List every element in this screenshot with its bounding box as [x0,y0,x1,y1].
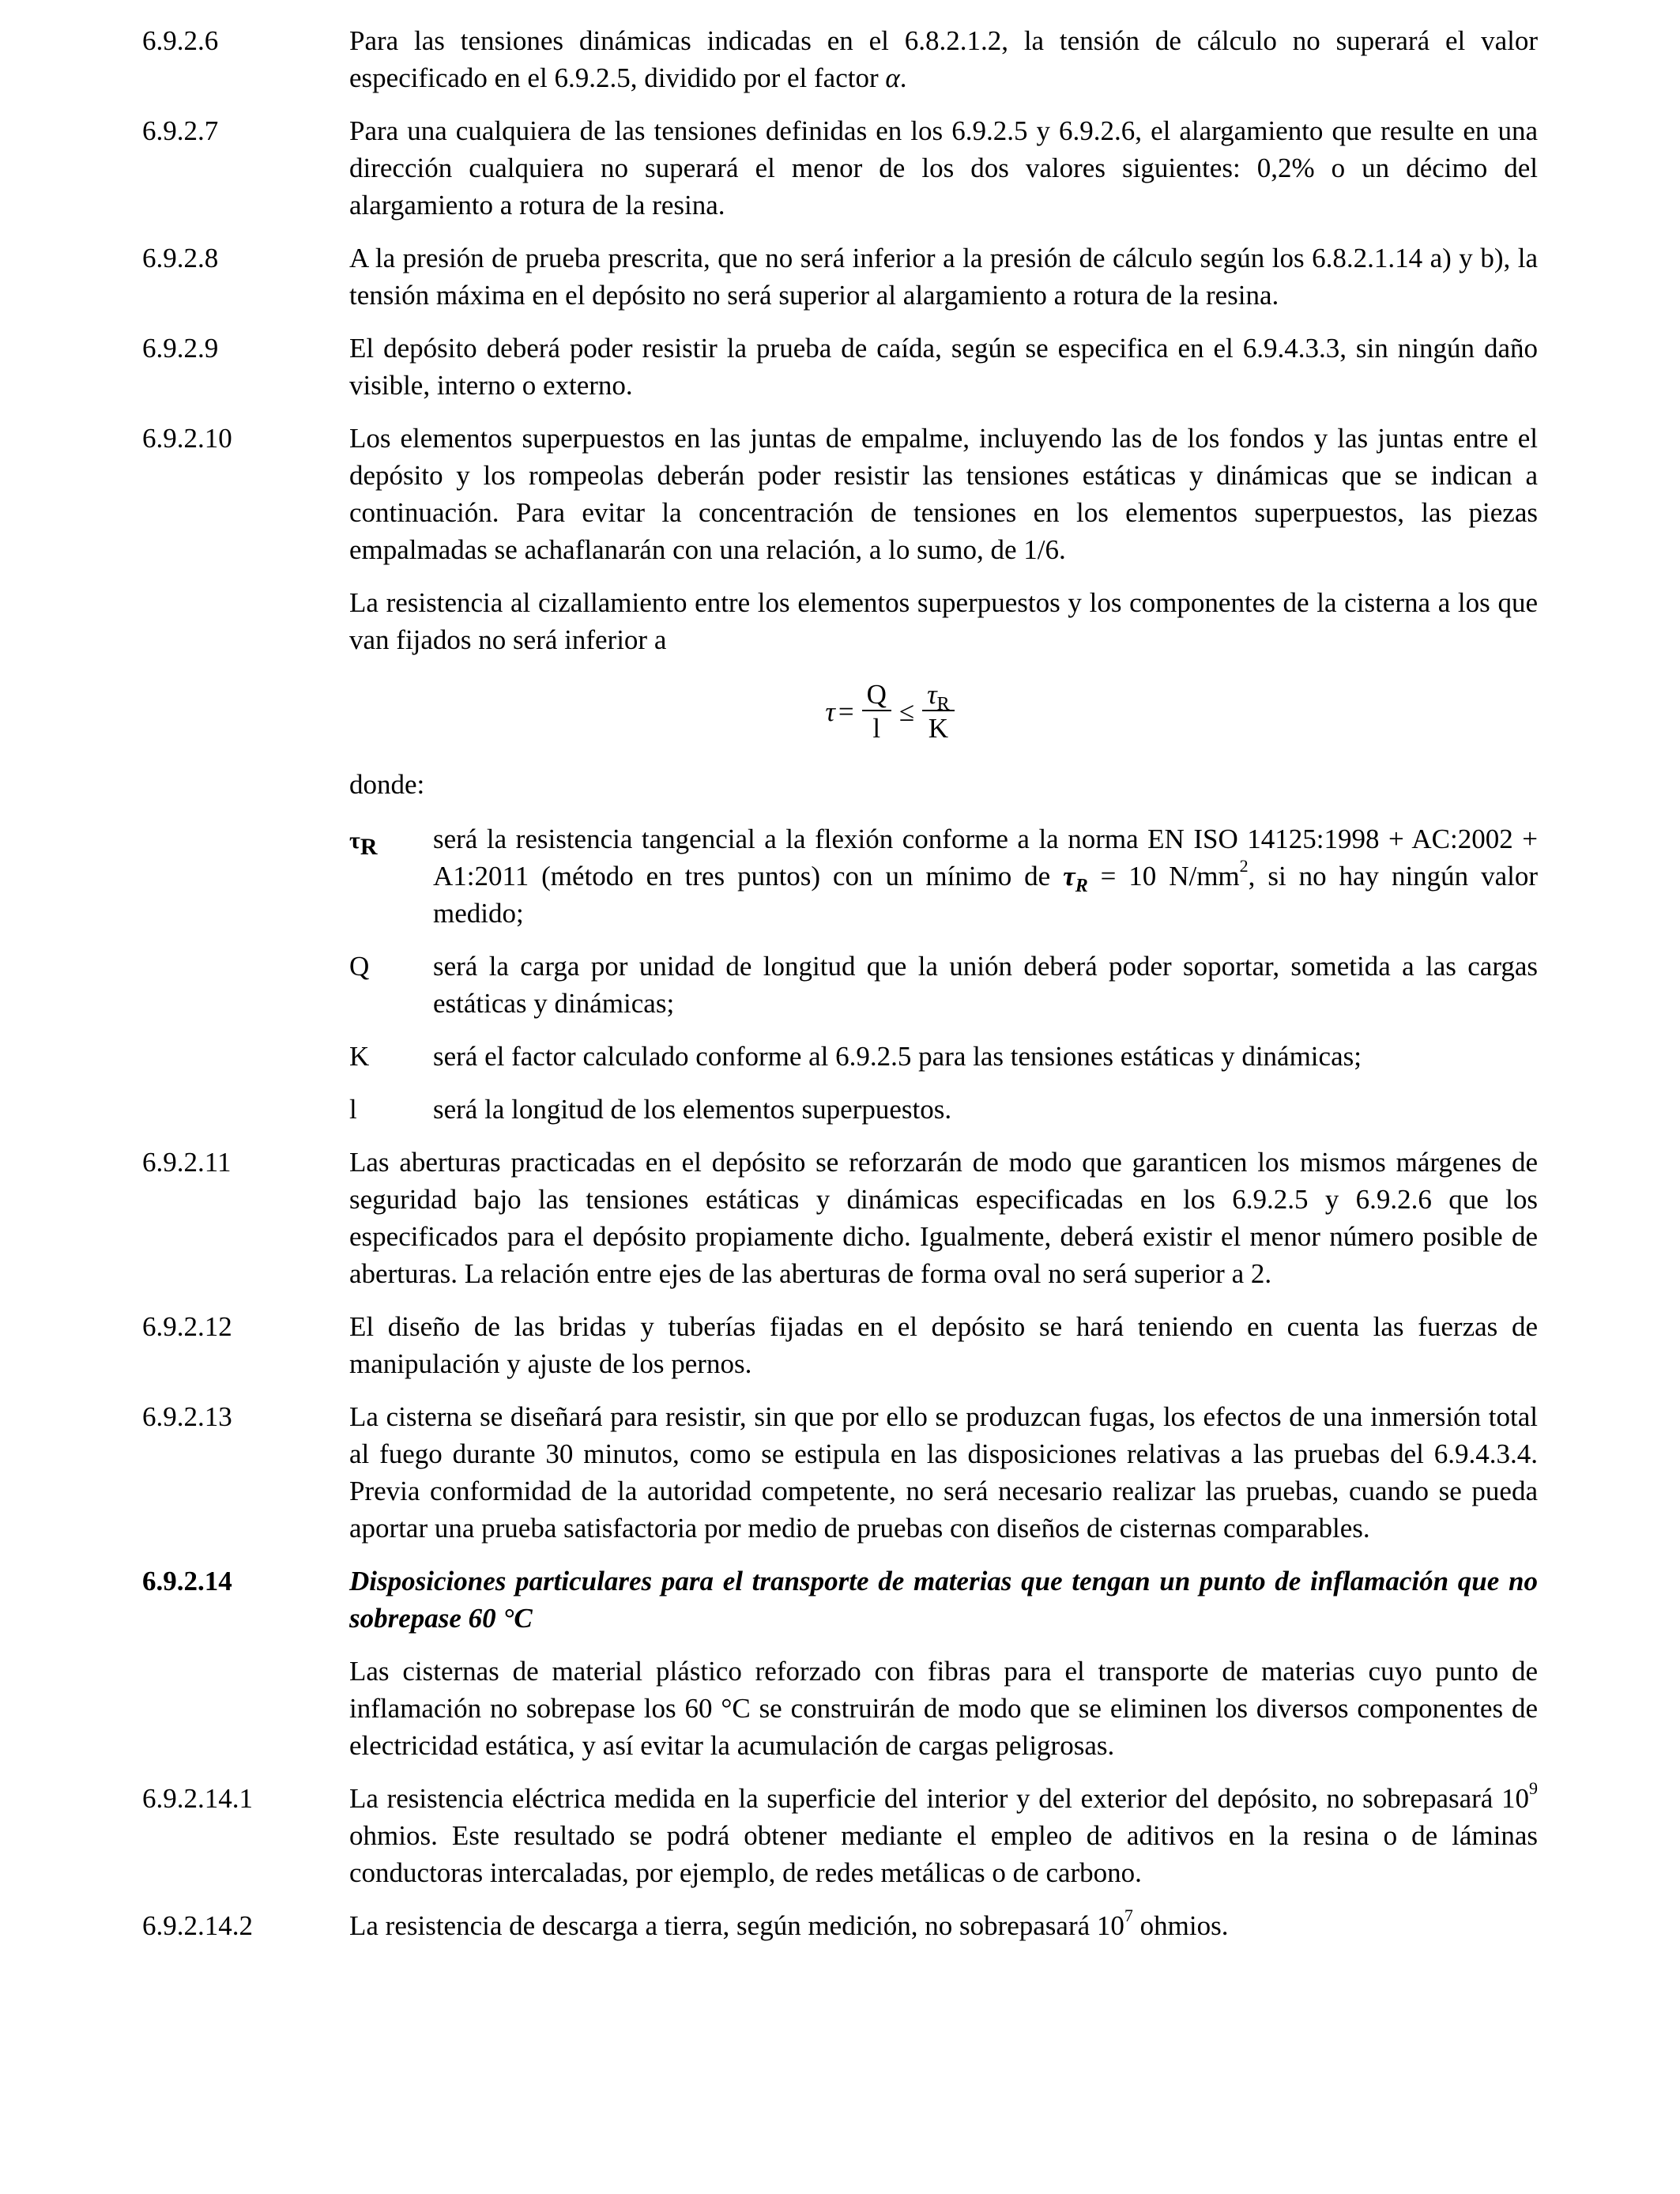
formula-denominator-l: l [872,713,881,744]
section-text: A la presión de prueba prescrita, que no será inferior a la presión de cálculo según los 6.8.2.1.14 a) y b), la tensión máxima en el depósito no será superior al alargamiento a rotura de la resina. [349,243,1538,311]
section-number: 6.9.2.11 [142,1147,232,1178]
subscript-r: R [360,834,378,860]
section-text: El diseño de las bridas y tuberías fijadas en el depósito se hará teniendo en cuenta las fuerzas de manipulación y ajuste de los pernos. [349,1311,1538,1379]
symbol-definition [433,820,1538,932]
section-text-2: La resistencia al cizallamiento entre los elementos superpuestos y los componentes de la cisterna a los que van fijados no será inferior a [349,587,1538,655]
formula-fraction-q-l [862,680,891,742]
symbol-definition: será la longitud de los elementos superpuestos. [433,1094,952,1125]
section-number: 6.9.2.8 [142,243,219,273]
exponent: 2 [1239,856,1249,876]
formula-equals: = [838,696,854,727]
section-6-9-2-14-1 [142,1780,1538,1891]
section-text: Las cisternas de material plástico reforzado con fibras para el transporte de materias cuyo punto de inflamación no sobrepase los 60 °C se construirán de modo que se eliminen los diversos componentes de electricidad estática, y así evitar la acumulación de cargas peligrosas. [349,1656,1538,1761]
section-6-9-2-9 [142,330,1538,404]
section-text: El depósito deberá poder resistir la prueba de caída, según se especifica en el 6.9.4.3.3, sin ningún daño visible, interno o externo. [349,333,1538,401]
section-text [349,1907,1538,1944]
definition-text-end: , si no hay ningún valor medido; [433,861,1539,929]
shear-formula [349,680,1538,742]
section-heading: Disposiciones particulares para el transporte de materias que tengan un punto de inflamación que no sobrepase 60 °C [349,1566,1538,1634]
section-6-9-2-7 [142,112,1538,224]
formula-tau-symbol: τ [927,679,937,710]
section-number: 6.9.2.9 [142,333,219,364]
section-6-9-2-8 [142,239,1538,314]
section-number: 6.9.2.14.2 [142,1910,253,1941]
section-number: 6.9.2.10 [142,423,232,454]
formula-fraction-tau-k [922,680,955,742]
section-6-9-2-10 [142,420,1538,1128]
definition-value: = 10 N/mm [1087,861,1240,892]
paragraph-text: La resistencia de descarga a tierra, según medición, no sobrepasará 10 [349,1910,1124,1941]
section-number: 6.9.2.14.1 [142,1783,253,1814]
exponent: 7 [1124,1906,1133,1926]
document-page [142,22,1538,1944]
section-6-9-2-14-2 [142,1907,1538,1944]
symbol-def-tau-r [349,820,1538,932]
section-text [349,1780,1538,1891]
section-6-9-2-12 [142,1308,1538,1382]
subscript-r: R [1075,876,1088,896]
section-body [349,420,1538,1128]
symbol: l [349,1094,357,1125]
section-text: Para una cualquiera de las tensiones definidas en los 6.9.2.5 y 6.9.2.6, el alargamiento que resulte en una dirección cualquiera no superará el menor de los dos valores siguientes: 0,2% o un décimo del alargamiento a rotura de la resina. [349,115,1538,221]
formula-subscript-r: R [936,694,950,714]
exponent: 9 [1529,1778,1538,1799]
section-text: La cisterna se diseñará para resistir, sin que por ello se produzcan fugas, los efectos de una inmersión total al fuego durante 30 minutos, como se estipula en las disposiciones relativas a las pruebas del 6.9.4.3.4. Previa conformidad de la autoridad competente, no será necesario realizar las pruebas, cuando se pueda aportar una prueba satisfactoria por medio de pruebas con diseños de cisternas comparables. [349,1401,1538,1544]
section-number: 6.9.2.7 [142,115,219,146]
section-text: Los elementos superpuestos en las juntas de empalme, incluyendo las de los fondos y las juntas entre el depósito y los rompeolas deberán poder resistir las tensiones estáticas y dinámicas que se indican a continuación. Para evitar la concentración de tensiones en los elementos superpuestos, las piezas empalmadas se achaflanarán con una relación, a lo sumo, de 1/6. [349,423,1538,565]
section-6-9-2-13 [142,1398,1538,1547]
formula-leq: ≤ [898,696,915,727]
section-6-9-2-11 [142,1144,1538,1292]
formula-denominator-k: K [928,713,949,744]
formula-tau: τ [825,696,835,727]
symbol-definition: será el factor calculado conforme al 6.9.2.5 para las tensiones estáticas y dinámicas; [433,1041,1362,1072]
section-number: 6.9.2.12 [142,1311,232,1342]
symbol-def-q [349,948,1538,1022]
section-number: 6.9.2.14 [142,1566,232,1596]
section-number: 6.9.2.6 [142,25,219,56]
tau-symbol: τ [1063,861,1075,892]
symbol-def-l [349,1091,1538,1128]
paragraph-text-end: ohmios. [1132,1910,1229,1941]
alpha-symbol: α [885,62,900,93]
symbol [349,820,433,859]
section-text [349,22,1538,96]
formula-numerator-q: Q [862,680,891,711]
paragraph-text-end: ohmios. Este resultado se podrá obtener mediante el empleo de aditivos en la resina o de láminas conductoras intercaladas, por ejemplo, de redes metálicas o de carbono. [349,1820,1538,1888]
formula-numerator-tau-r [922,679,955,714]
section-body [349,1563,1538,1764]
period: . [899,62,907,93]
symbol: Q [349,951,370,982]
symbol-def-k [349,1038,1538,1075]
section-6-9-2-6 [142,22,1538,96]
tau-symbol: τ [349,827,360,854]
symbol-definition: será la carga por unidad de longitud que la unión deberá poder soportar, sometida a las cargas estáticas y dinámicas; [433,951,1538,1019]
section-number: 6.9.2.13 [142,1401,232,1432]
paragraph-text: Para las tensiones dinámicas indicadas en el 6.8.2.1.2, la tensión de cálculo no superará el valor especificado en el 6.9.2.5, dividido por el factor [349,25,1538,93]
paragraph-text: La resistencia eléctrica medida en la superficie del interior y del exterior del depósito, no sobrepasará 10 [349,1783,1529,1814]
section-text: Las aberturas practicadas en el depósito se reforzarán de modo que garanticen los mismos márgenes de seguridad bajo las tensiones estáticas y dinámicas especificadas en los 6.9.2.5 y 6.9.2.6 que los especificados para el depósito propiamente dicho. Igualmente, deberá existir el menor número posible de aberturas. La relación entre ejes de las aberturas de forma oval no será superior a 2. [349,1147,1538,1289]
symbol: K [349,1041,370,1072]
definition-text: será la resistencia tangencial a la flexión conforme a la norma EN ISO 14125:1998 + AC:2002 + A1:2011 (método en tres puntos) con un mínimo de [433,824,1538,892]
where-label: donde: [349,769,425,800]
section-6-9-2-14 [142,1563,1538,1764]
